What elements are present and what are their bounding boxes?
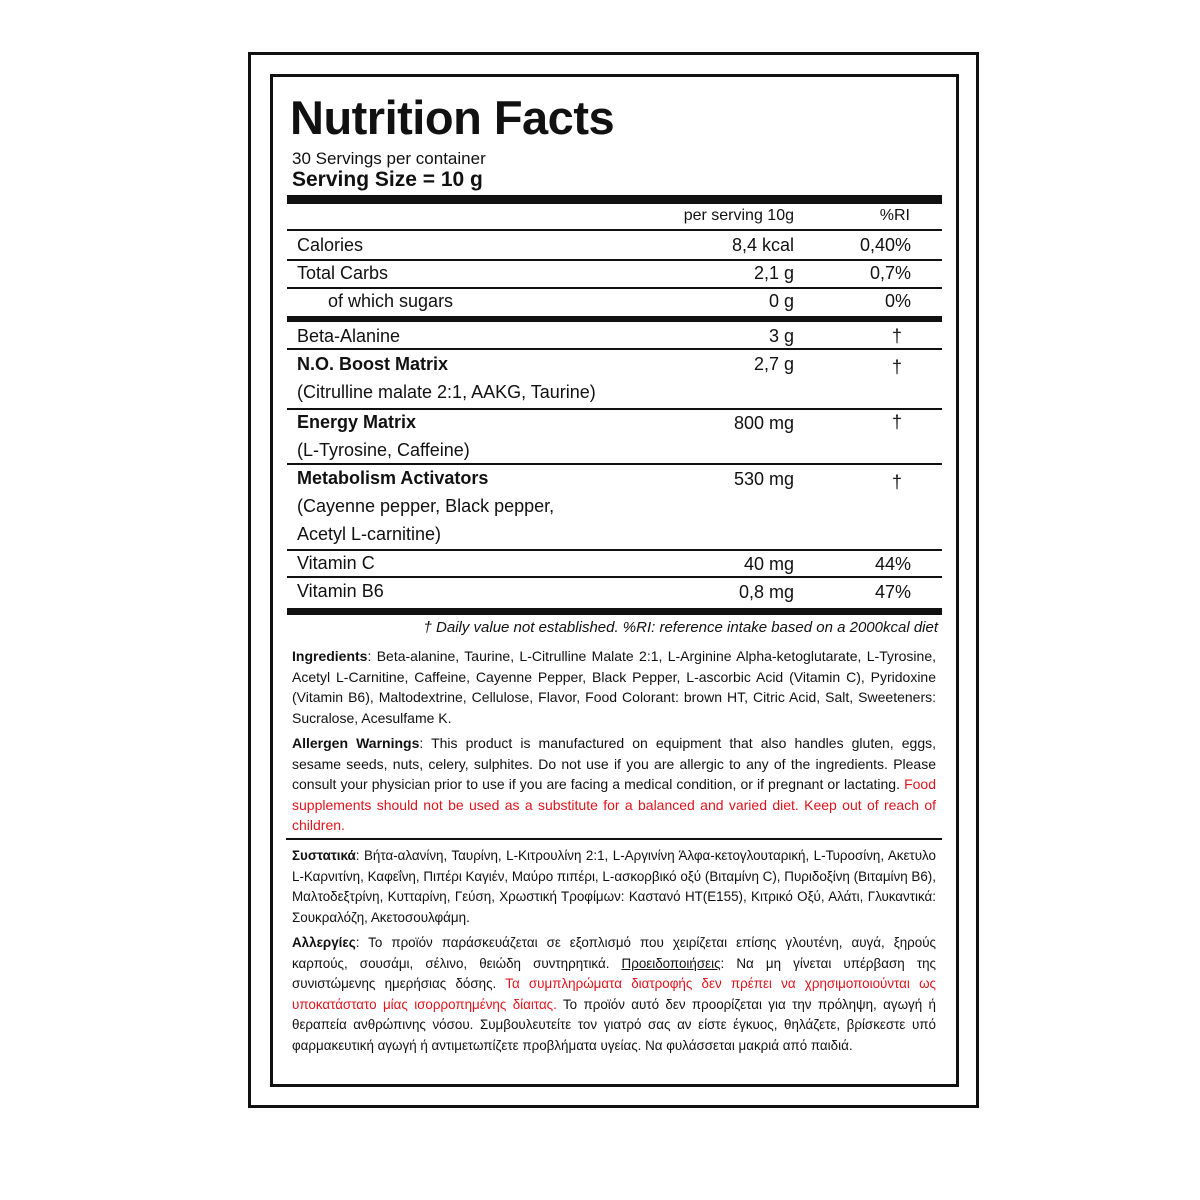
table-row bbox=[287, 352, 942, 408]
row-amount: 530 mg bbox=[733, 469, 794, 489]
warning-text: Food supplements should not be used as a substitute for a balanced and varied diet. Keep out of reach of children. bbox=[292, 776, 936, 833]
header-ri: %RI bbox=[879, 207, 910, 224]
divider bbox=[287, 576, 942, 578]
row-subtext: (Cayenne pepper, Black pepper, bbox=[297, 496, 555, 516]
row-ri: † bbox=[891, 412, 902, 432]
thick-divider bbox=[287, 608, 942, 615]
allergen-gr bbox=[292, 933, 936, 1056]
allergen-label: Allergen Warnings bbox=[292, 735, 420, 751]
row-name: Beta-Alanine bbox=[297, 326, 401, 346]
row-name: of which sugars bbox=[328, 291, 454, 311]
row-amount: 40 mg bbox=[743, 554, 794, 574]
row-ri: † bbox=[891, 472, 902, 492]
row-name: Total Carbs bbox=[297, 263, 389, 283]
header-amount: per serving 10g bbox=[683, 207, 794, 224]
row-subtext: (L-Tyrosine, Caffeine) bbox=[297, 440, 470, 460]
row-ri: 0,40% bbox=[859, 235, 911, 255]
table-row bbox=[287, 552, 942, 576]
table-row bbox=[287, 410, 942, 464]
divider bbox=[287, 463, 942, 465]
allergen-en bbox=[292, 733, 936, 836]
thick-divider bbox=[287, 195, 942, 204]
row-name: Calories bbox=[297, 235, 364, 255]
divider bbox=[287, 549, 942, 551]
row-name: Metabolism Activators bbox=[297, 468, 489, 488]
servings-per-container: 30 Servings per container bbox=[292, 149, 486, 168]
row-amount: 0 g bbox=[768, 291, 794, 311]
precautions-label: Προειδοποιήσεις bbox=[621, 955, 721, 971]
ingredients-en bbox=[292, 646, 936, 728]
allergen-label: Αλλεργίες bbox=[292, 935, 356, 950]
ingredients-gr bbox=[292, 846, 936, 928]
label-title: Nutrition Facts bbox=[290, 91, 615, 144]
footnote: † Daily value not established. %RI: reference intake based on a 2000kcal diet bbox=[423, 619, 938, 636]
table-row bbox=[287, 579, 942, 607]
row-amount: 2,7 g bbox=[753, 354, 794, 374]
allergen-text: : Να μη γίνεται υπέρβαση της συνιστώμενης ημερήσιας δόσης. bbox=[292, 955, 937, 991]
row-ri: 47% bbox=[874, 582, 911, 602]
row-name: Energy Matrix bbox=[297, 412, 417, 432]
row-subtext: (Citrulline malate 2:1, AAKG, Taurine) bbox=[297, 382, 596, 402]
row-amount: 2,1 g bbox=[753, 263, 794, 283]
row-amount: 8,4 kcal bbox=[731, 235, 794, 255]
table-row bbox=[287, 466, 942, 550]
row-ri: 0,7% bbox=[869, 263, 911, 283]
row-amount: 800 mg bbox=[733, 413, 794, 433]
row-name: N.O. Boost Matrix bbox=[297, 354, 449, 374]
allergen-text: : This product is manufactured on equipment that also handles gluten, eggs, sesame seeds, nuts, celery, sulphites. Do not use if you are allergic to any of the ingredients. Please consult your physician prior to use if you are facing a medical condition, or if pregnant or lactating. bbox=[292, 735, 937, 792]
allergen-text: : Το προϊόν παράσκευάζεται σε εξοπλισμό που χειρίζεται επίσης γλουτένη, αυγά, ξηρούς καρπούς, σουσάμι, σέλινο, θειώδη συντηρητικά. bbox=[292, 935, 936, 971]
row-ri: 0% bbox=[884, 291, 911, 311]
row-name: Vitamin B6 bbox=[297, 581, 384, 601]
row-name: Vitamin C bbox=[297, 553, 375, 573]
divider bbox=[287, 229, 942, 231]
ingredients-text: : Beta-alanine, Taurine, L-Citrulline Malate 2:1, L-Arginine Alpha-ketoglutarate, L-Tyrosine, Acetyl L-Carnitine, Caffeine, Cayenne Pepper, Black Pepper, L-ascorbic Acid (Vitamin C), Pyridoxine (Vitamin B6), Maltodextrine, Cellulose, Flavor, Food Colorant: brown HT, Citric Acid, Salt, Sweeteners: Sucralose, Acesulfame K. bbox=[292, 648, 936, 726]
row-ri: † bbox=[891, 326, 902, 346]
ingredients-label: Συστατικά bbox=[292, 848, 356, 863]
row-ri: 44% bbox=[874, 554, 911, 574]
divider bbox=[287, 348, 942, 350]
serving-size: Serving Size = 10 g bbox=[292, 168, 483, 191]
warning-text: Τα συμπληρώματα διατροφής δεν πρέπει να χρησιμοποιούνται ως υποκατάστατο μίας ισορροπημένης δίαιτας. bbox=[292, 976, 936, 1012]
ingredients-text: : Βήτα-αλανίνη, Ταυρίνη, L-Κιτρουλίνη 2:1, L-Αργινίνη Άλφα-κετογλουταρική, L-Τυροσίνη, Ακετυλο L-Καρνιτίνη, Καφεΐνη, Πιπέρι Καγιέν, Μαύρο πιπέρι, L-ασκορβικό οξύ (Βιταμίνη C), Πυριδοξίνη (Βιταμίνη Β6), Μαλτοδεξτρίνη, Κυτταρίνη, Γεύση, Χρωστική Τροφίμων: Καστανό ΗΤ(Ε155), Κιτρικό Οξύ, Αλάτι, Γλυκαντικά: Σουκραλόζη, Ακετοσουλφάμη. bbox=[292, 848, 936, 925]
table-row bbox=[287, 233, 942, 261]
thick-divider bbox=[287, 316, 942, 322]
divider bbox=[286, 838, 942, 840]
allergen-text: Το προϊόν αυτό δεν προορίζεται για την πρόληψη, αγωγή ή θεραπεία ανθρώπινης νόσου. Συμβουλευτείτε τον γιατρό σας αν είστε έγκυος, θηλάζετε, βρίσκεστε υπό φαρμακευτική αγωγή ή αντιμετωπίζετε προβλήματα υγείας. Να φυλάσσεται μακριά από παιδιά. bbox=[292, 996, 936, 1053]
row-ri: † bbox=[891, 357, 902, 377]
row-amount: 0,8 mg bbox=[738, 582, 794, 602]
row-amount: 3 g bbox=[768, 326, 794, 346]
table-row bbox=[287, 324, 942, 348]
table-row bbox=[287, 289, 942, 317]
ingredients-label: Ingredients bbox=[292, 648, 368, 664]
table-row bbox=[287, 261, 942, 289]
row-subtext: Acetyl L-carnitine) bbox=[297, 524, 442, 544]
